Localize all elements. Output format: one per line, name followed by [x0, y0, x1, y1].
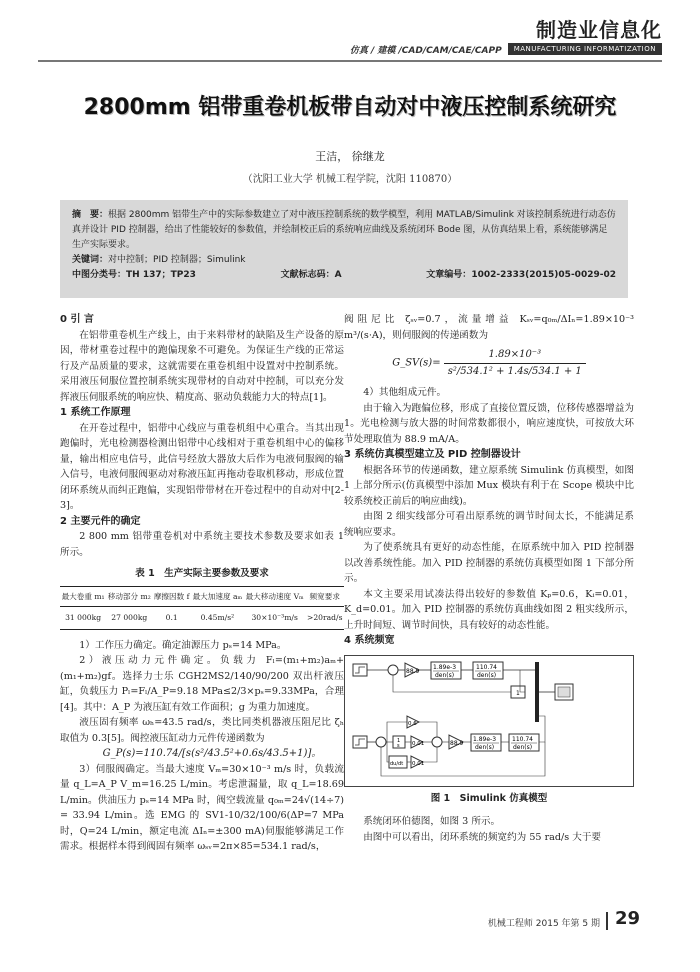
paragraph: 本文主要采用试凑法得出较好的参数值 Kₚ=0.6，Kᵢ=0.01，K_d=0.01。加入 PID 控制器的系统仿真曲线如图 2 粗实线所示，上升时间短、调节时间快，具有较好的动态性能。 — [344, 588, 634, 631]
table-cell: 31 000kg — [60, 607, 106, 630]
section-heading: 3 系统仿真模型建立及 PID 控制器设计 — [344, 449, 521, 460]
header-rule — [38, 60, 662, 62]
simulink-figure — [344, 655, 634, 787]
doc-code — [281, 268, 342, 283]
params-table — [60, 586, 344, 630]
clc — [72, 268, 196, 283]
header-english: MANUFACTURING INFORMATIZATION — [508, 43, 662, 55]
article-title: 2800mm 铝带重卷机板带自动对中液压控制系统研究 — [83, 95, 617, 120]
journal-brand: 制造业信息化 — [536, 18, 662, 42]
paragraph: 根据各环节的传递函数，建立原系统 Simulink 仿真模型，如图 1 上部分所示(仿真模型中添加 Mux 模块有利于在 Scope 模块中比较系统校正前后的响应曲线)。 — [344, 464, 634, 507]
section-heading: 4 系统频宽 — [344, 635, 395, 646]
table-header-cell: 最大卷重 m₁ — [60, 586, 106, 607]
keywords — [72, 253, 616, 268]
paragraph: 2）液压动力元件确定。负载力 Fₗ=(m₁+m₂)aₘ+(m₁+m₂)gf。选择力士乐 CGH2MS2/140/90/200 双出杆液压缸，负载压力 Pₗ=Fₗ/A_P=9.18 MPa≤2/3×pₛ=9.33MPa，合理[4]。其中：A_P 为液压缸有效工作面积；g 为重力加速度。 — [60, 655, 344, 713]
integrator-num: 1 — [397, 737, 401, 744]
paragraph: 在铝带重卷机生产线上，由于来料带材的缺陷及生产设备的原因，带材重卷过程中的跑偏现象不可避免。为保证生产线的正常运行及产品质量的要求，这就需要在重卷机组中设置对中控制系统。采用液压伺服位置控制系统实现带材的自动对中控制，可以充分发挥液压伺服系统的响应快、精度高、驱动负载能力大的特点[1]。 — [60, 329, 344, 403]
table-header-row — [60, 586, 344, 607]
left-column — [60, 312, 344, 855]
abstract — [72, 208, 616, 253]
tf-den: den(s) — [477, 671, 497, 679]
servo-formula — [344, 347, 634, 379]
gain-label: 88.9 — [406, 667, 420, 675]
tf-num: 1.89e-3 — [433, 663, 457, 671]
sum-block — [388, 665, 398, 675]
tf-num: 110.74 — [512, 735, 533, 743]
table-row — [60, 607, 344, 630]
paragraph: 3）伺服阀确定。当最大速度 Vₘ=30×10⁻³ m/s 时，负载流量 q_L=A_P V_m=16.25 L/min。考虑泄漏量，取 q_L=18.69 L/min。供油压力 pₛ=14 MPa 时，阀空载流量 q₀ₘ=24√(14÷7) = 33.94 L/min。选 EMG 的 SV1-10/32/100/6(ΔP=7 MPa 时，Q=24 L/min，额定电流 ΔIₙ=±300 mA)伺服能够满足工作需求。根据样本得到阀固有频率 ωₛᵥ=2π×85=534.1 rad/s， — [60, 763, 344, 852]
paragraph: 液压固有频率 ωₕ=43.5 rad/s，类比同类机器液压阻尼比 ζₕ 取值为 0.3[5]。阀控液压缸动力元件传递函数为 — [60, 717, 344, 744]
abstract-box — [60, 200, 628, 298]
paragraph: 由图 2 细实线部分可看出原系统的调节时间太长，不能满足系统响应要求。 — [344, 511, 634, 538]
meta-row — [72, 268, 616, 283]
section-heading: 1 系统工作原理 — [60, 407, 131, 418]
paragraph: 系统闭环伯德图，如图 3 所示。 — [363, 816, 501, 827]
doc-code-value: A — [334, 270, 342, 280]
page-number: 29 — [614, 908, 640, 929]
header-strip — [350, 42, 662, 56]
paragraph: 阀阻尼比 ζₛᵥ=0.7，流量增益 Kₛᵥ=q₀ₘ/ΔIₙ=1.89×10⁻³ m³/(s·A)，则伺服阀的传递函数为 — [344, 314, 634, 341]
paragraph: 由于输入为跑偏位移，形成了直接位置反馈，位移传感器增益为 1。光电检测与放大器的时间常数都很小，响应速度快，可按放大环节处理取值为 88.9 mA/A。 — [344, 402, 634, 445]
tf-num: 1.89e-3 — [473, 735, 497, 743]
abstract-label: 摘 要： — [72, 210, 109, 220]
abstract-text: 根据 2800mm 铝带生产中的实际参数建立了对中液压控制系统的数学模型，利用 MATLAB/Simulink 对该控制系统进行动态仿真并设计 PID 控制器，给出了性能较好的参数值，并绘制校正后的系统响应曲线及系统闭环 Bode 图，从仿真结果上看，系统能够满足生产实际要求。 — [72, 210, 616, 250]
paragraph: 由图中可以看出，闭环系统的频宽约为 55 rad/s 大于要 — [363, 831, 602, 843]
mux-block — [535, 662, 539, 722]
paragraph: 在开卷过程中，铝带中心线应与重卷机组中心重合。当其出现跑偏时，光电检测器检测出铝带中心线相对于重卷机组中心的偏移量，输出相应电信号，此信号经放大器放大后作为电液伺服阀的输入信号，电液伺服阀驱动对称液压缸再拖动卷取机移动，形成位置闭环系统从而纠正跑偏，实现铝带带材在开卷过程中的自动对中[2-3]。 — [60, 422, 344, 511]
table-cell: >20rad/s — [305, 607, 344, 630]
table-header-cell: 移动部分 m₂ — [106, 586, 152, 607]
pid-sum-block — [432, 737, 442, 747]
table-cell: 0.45m/s² — [191, 607, 244, 630]
section-heading: 0 引 言 — [60, 314, 94, 325]
step-source-block — [353, 664, 367, 676]
integrator-den: s — [397, 742, 400, 749]
section-heading: 2 主要元件的确定 — [60, 515, 141, 527]
formula-numerator: 1.89×10⁻³ — [444, 347, 586, 364]
step-source-block — [353, 736, 367, 748]
d-gain-label: 0.01 — [412, 760, 425, 767]
right-column — [344, 312, 634, 845]
footer-divider — [606, 912, 608, 930]
header-categories: 仿真 / 建模 /CAD/CAM/CAE/CAPP — [349, 45, 502, 56]
feedback-gain-label: 1 — [516, 689, 520, 697]
table-header-cell: 摩擦因数 f — [152, 586, 191, 607]
i-gain-label: 0.01 — [412, 740, 425, 747]
table-header-cell: 频宽要求 — [305, 586, 344, 607]
gain-label: 88.9 — [450, 739, 464, 747]
figure-caption: 图 1 Simulink 仿真模型 — [430, 792, 548, 804]
paragraph: 为了使系统具有更好的动态性能，在原系统中加入 PID 控制器以改善系统性能。加入 PID 控制器的系统仿真模型如图 1 下部分所示。 — [344, 542, 634, 584]
paragraph: 1）工作压力确定。确定油源压力 pₛ=14 MPa。 — [79, 639, 287, 651]
table-header-cell: 最大加速度 aₘ — [191, 586, 244, 607]
paragraph: 4）其他组成元件。 — [363, 387, 447, 398]
p-gain-label: 0.6 — [408, 720, 417, 727]
tf-den: den(s) — [513, 743, 533, 751]
formula-lhs: G_SV(s)= — [392, 357, 441, 369]
formula-fraction — [444, 347, 586, 379]
simulink-diagram — [345, 656, 633, 784]
table-header-cell: 最大移动速度 Vₘ — [244, 586, 306, 607]
formula: G_P(s)=110.74/[s(s²/43.5²+0.6s/43.5+1)]。 — [102, 748, 322, 759]
tf-num: 110.74 — [476, 663, 497, 671]
formula-denominator: s²/534.1² + 1.4s/534.1 + 1 — [447, 365, 582, 377]
derivative-label: du/dt — [390, 760, 404, 767]
clc-value: TH 137；TP23 — [126, 270, 196, 280]
keywords-label: 关键词： — [72, 255, 109, 265]
table-cell: 27 000kg — [106, 607, 152, 630]
footer-journal: 机械工程师 2015 年第 5 期 — [487, 919, 600, 929]
sum-block — [376, 737, 386, 747]
paragraph: 2 800 mm 铝带重卷机对中系统主要技术参数及要求如表 1 所示。 — [60, 531, 344, 558]
article-no-value: 1002-2333(2015)05-0029-02 — [471, 270, 616, 280]
table-caption: 表 1 生产实际主要参数及要求 — [135, 568, 269, 579]
clc-label: 中图分类号： — [72, 270, 127, 280]
article-authors: 王洁， 徐继龙 — [315, 150, 385, 163]
table-cell: 0.1 — [152, 607, 191, 630]
keywords-text: 对中控制；PID 控制器；Simulink — [108, 255, 246, 265]
tf-den: den(s) — [435, 671, 455, 679]
doc-code-label: 文献标志码： — [280, 270, 335, 280]
tf-den: den(s) — [475, 743, 495, 751]
article-affiliation: （沈阳工业大学 机械工程学院，沈阳 110870） — [242, 174, 458, 185]
table-cell: 30×10⁻³m/s — [244, 607, 306, 630]
article-no-label: 文章编号： — [426, 270, 472, 280]
article-no — [426, 268, 616, 283]
